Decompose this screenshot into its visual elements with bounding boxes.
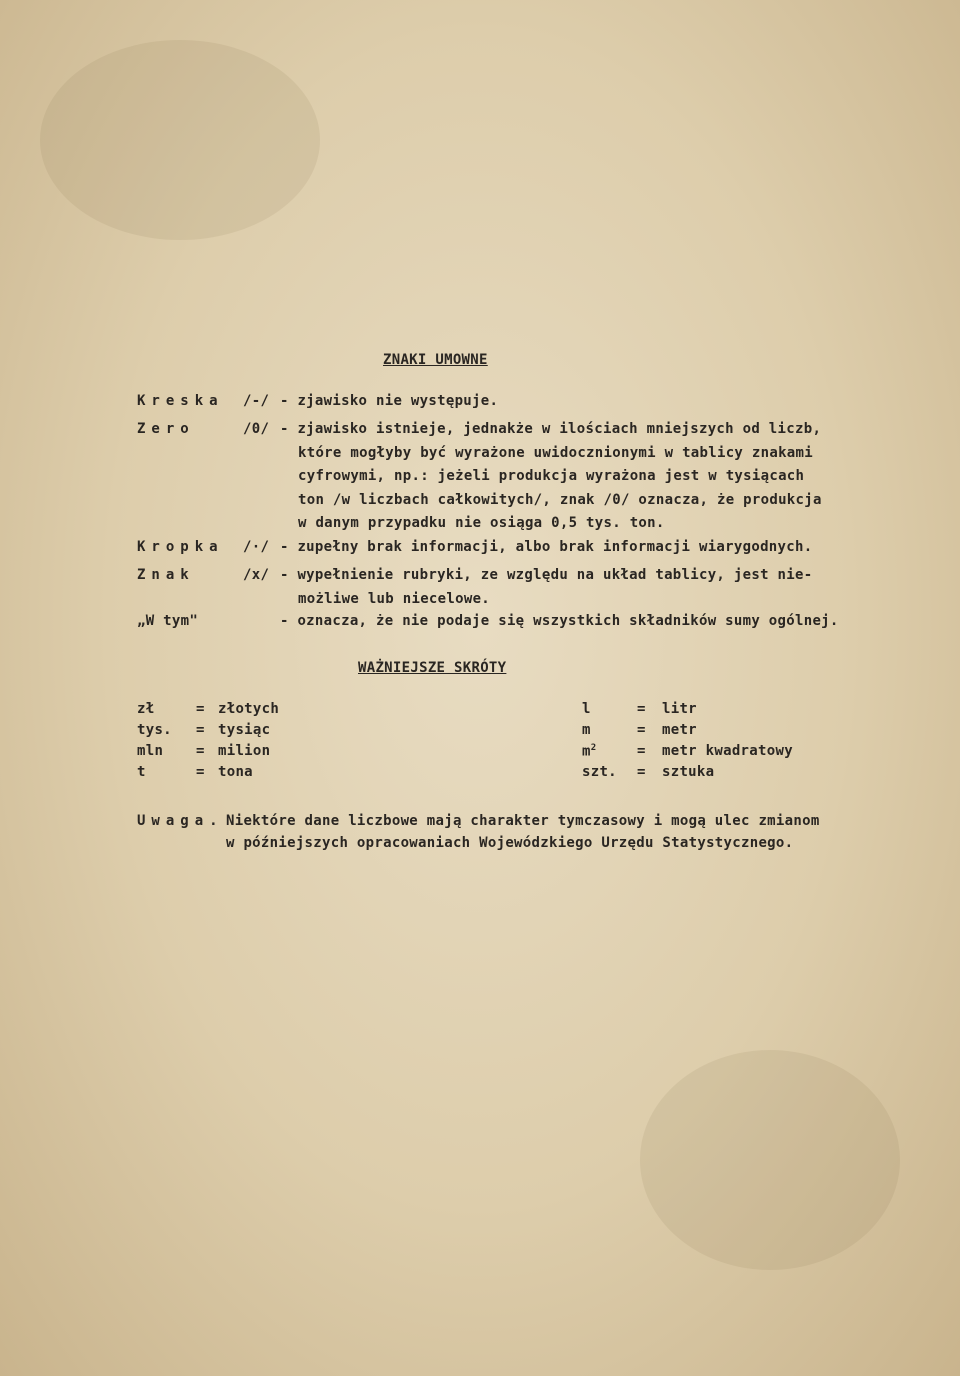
symbol-description-line: ton /w liczbach całkowitych/, znak /0/ oznacza, że produkcja — [298, 491, 822, 508]
abbreviation-eq: = — [637, 764, 646, 780]
symbol-description-line: - zjawisko nie występuje. — [280, 393, 499, 409]
paper-stain — [640, 1050, 900, 1270]
symbol-term: Zero — [137, 421, 195, 437]
abbreviation-meaning: metr — [662, 722, 697, 738]
abbreviation-base: m — [582, 743, 591, 760]
abbreviation-meaning: złotych — [218, 701, 280, 717]
note-line-2: w późniejszych opracowaniach Wojewódzkiego Urzędu Statystycznego. — [226, 835, 794, 851]
abbreviation-meaning: sztuka — [662, 764, 715, 780]
symbol-term: „W tym" — [137, 613, 199, 629]
abbrev-heading: WAŻNIEJSZE SKRÓTY — [358, 660, 507, 676]
symbol-sign: /·/ — [243, 539, 270, 555]
abbreviation-eq: = — [637, 743, 646, 759]
abbreviation-eq: = — [196, 722, 205, 738]
abbreviation-eq: = — [637, 701, 646, 717]
abbreviation-eq: = — [637, 722, 646, 738]
note-label: Uwaga. — [137, 813, 224, 829]
symbol-term: Znak — [137, 567, 195, 583]
symbol-description-line: - oznacza, że nie podaje się wszystkich składników sumy ogólnej. — [280, 613, 839, 629]
abbreviation-abbr — [582, 743, 596, 760]
abbreviation-base: szt. — [582, 764, 617, 780]
symbol-description-line: - wypełnienie rubryki, ze względu na układ tablicy, jest nie- — [280, 567, 813, 583]
symbol-description-line: - zjawisko istnieje, jednakże w ilościach mniejszych od liczb, — [280, 421, 822, 437]
abbreviation-eq: = — [196, 743, 205, 759]
abbreviation-eq: = — [196, 701, 205, 717]
abbreviation-abbr — [582, 701, 591, 717]
abbreviation-base: m — [582, 722, 591, 738]
symbol-description-line: które mogłyby być wyrażone uwidocznionymi w tablicy znakami — [298, 444, 813, 461]
symbol-term: Kreska — [137, 393, 224, 409]
symbol-term: Kropka — [137, 539, 224, 555]
abbreviation-abbr: mln — [137, 743, 164, 759]
abbreviation-meaning: tona — [218, 764, 253, 780]
symbol-description-line: w danym przypadku nie osiąga 0,5 tys. ton. — [298, 515, 665, 531]
abbreviation-base: l — [582, 701, 591, 717]
symbol-sign: /0/ — [243, 421, 270, 437]
abbreviation-meaning: milion — [218, 743, 271, 759]
abbreviation-eq: = — [196, 764, 205, 780]
symbol-sign: /x/ — [243, 567, 270, 583]
abbreviation-meaning: metr kwadratowy — [662, 743, 793, 759]
abbreviation-meaning: tysiąc — [218, 722, 271, 738]
heading: ZNAKI UMOWNE — [383, 352, 488, 368]
symbol-description-line: cyfrowymi, np.: jeżeli produkcja wyrażona jest w tysiącach — [298, 468, 805, 484]
abbreviation-abbr: t — [137, 764, 146, 780]
symbol-description-line: - zupełny brak informacji, albo brak informacji wiarygodnych. — [280, 539, 813, 555]
symbol-description-line: możliwe lub niecelowe. — [298, 590, 491, 607]
abbreviation-superscript: 2 — [590, 743, 597, 753]
note-line-1: Niektóre dane liczbowe mają charakter tymczasowy i mogą ulec zmianom — [226, 813, 820, 829]
abbreviation-abbr: tys. — [137, 722, 172, 738]
symbol-sign: /-/ — [243, 393, 270, 409]
abbreviation-abbr: zł — [137, 701, 155, 717]
abbreviation-abbr — [582, 764, 617, 780]
abbreviation-abbr — [582, 722, 591, 738]
paper-stain — [40, 40, 320, 240]
abbreviation-meaning: litr — [662, 701, 697, 717]
